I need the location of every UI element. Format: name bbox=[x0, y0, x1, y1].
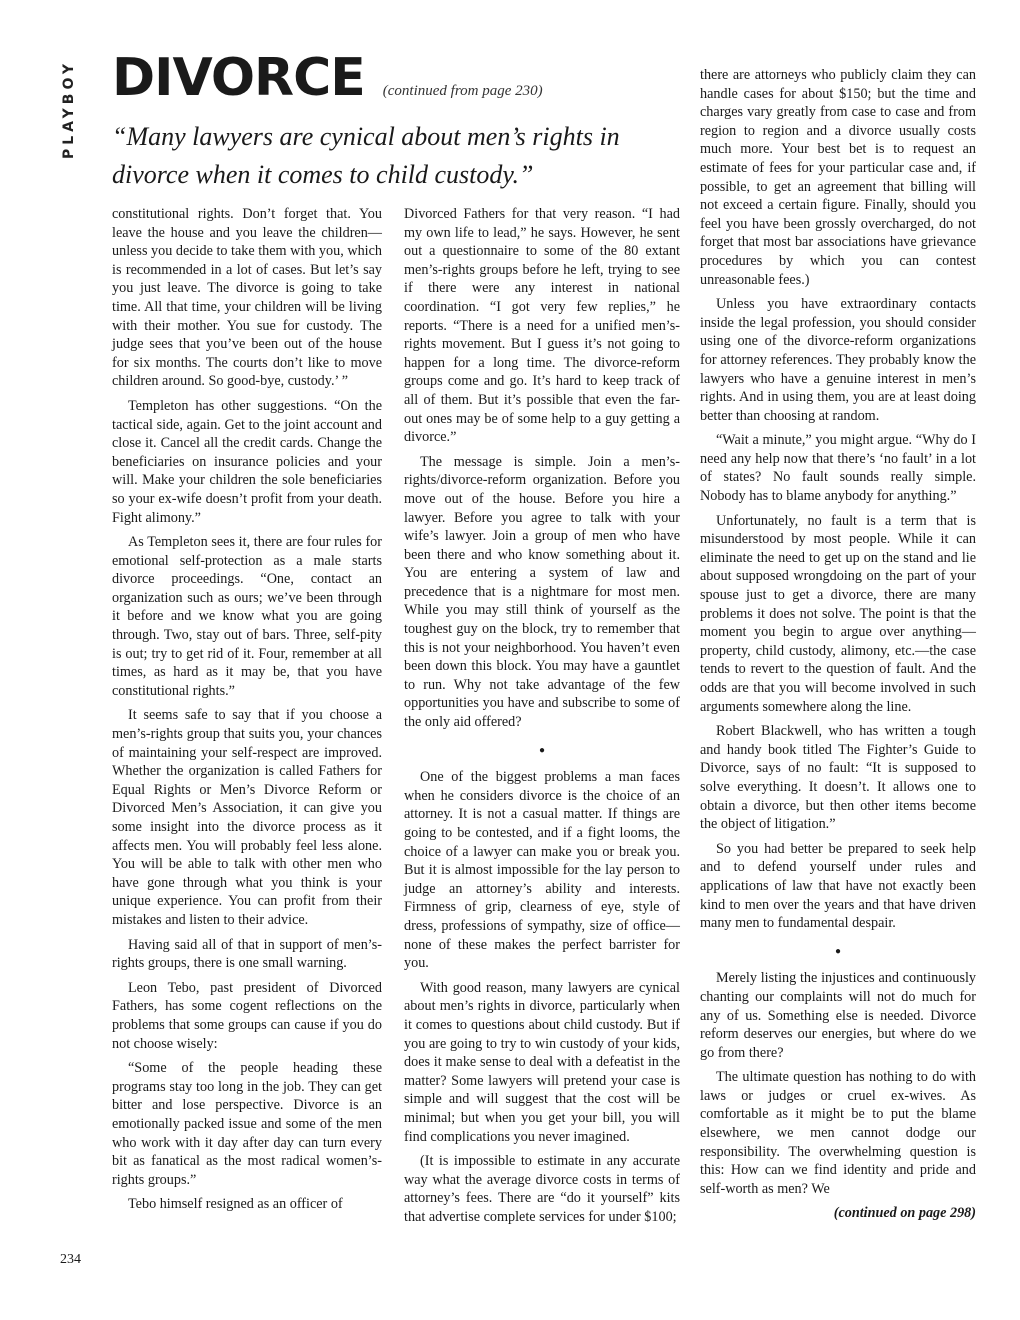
section-break-dot: ● bbox=[538, 744, 546, 756]
pull-quote: “Many lawyers are cynical about men’s rights in divorce when it comes to child custody.” bbox=[112, 122, 620, 189]
paragraph: constitutional rights. Don’t forget that. You leave the house and you leave the children—unless you decide to take them with you, which is recommended in a lot of cases. But let’s say you just leave. The divorce is going to take time. All that time, your children will be living with their mother. You sue for custody. The judge sees that you’ve been out of the house for six months. The courts don’t like to move children around. So good-bye, custody.’ ” bbox=[112, 206, 382, 390]
paragraph: So you had better be prepared to seek help and to defend yourself under rules and applications of law that have not exactly been kind to men over the years and that have driven many men to fundamental despair. bbox=[700, 840, 976, 932]
article-title: DIVORCE bbox=[112, 48, 365, 108]
continued-on-note: (continued on page 298) bbox=[833, 1205, 976, 1222]
paragraph: Tebo himself resigned as an officer of bbox=[128, 1196, 343, 1213]
paragraph: Robert Blackwell, who has written a tough and handy book titled The Fighter’s Guide to Divorce, says of no fault: “It is supposed to solve everything. It doesn’t. It allows one to obtain a divorce, but then other items become the object of litigation.” bbox=[700, 723, 976, 833]
paragraph: “Wait a minute,” you might argue. “Why do I need any help now that there’s ‘no fault’ in a lot of states? No fault sounds really simple. Nobody has to blame anybody for anything.” bbox=[700, 432, 976, 505]
paragraph: It seems safe to say that if you choose a men’s-rights group that suits you, your chances of maintaining your self-respect are improved. Whether the organization is called Fathers for Equal Rights or Men’s Divorce Reform or Divorced Men’s Association, it can give you some insight into the divorce process as it affects men. You will probably feel less alone. You will be able to talk with other men who have gone through what you think is your unique experience. You can profit from their mistakes and listen to their advice. bbox=[112, 707, 382, 928]
paragraph: “Some of the people heading these programs stay too long in the job. They can get bitter and lose perspective. Divorce is an emotionally packed issue and some of the men who work with it day after day can turn every bit as fanatical as the most radical women’s-rights groups.” bbox=[112, 1060, 382, 1188]
paragraph: The message is simple. Join a men’s-rights/divorce-reform organization. Before you move out of the house. Before you hire a lawyer. Before you agree to talk with your wife’s lawyer. Join a group of men who have been there and who know something about it. You are entering a system of law and precedence that is a nightmare for most men. While you may still think of yourself as the toughest guy on the block, try to remember that this is not your neighborhood. You haven’t even been down this block. You may have a gauntlet to run. Why not take advantage of the few opportunities you have and subscribe to some of the only aid offered? bbox=[404, 453, 680, 731]
paragraph: there are attorneys who publicly claim they can handle cases for about $150; but the time and charges vary greatly from case to case and from region to region and a divorce usually costs much more. Your best bet is to request an estimate of fees for your particular case and, if possible, to get an agreement that billing will not exceed a certain figure. Finally, should you feel you have been grossly overcharged, do not forget that most bar associations have grievance procedures by which you can contest unreasonable fees.) bbox=[700, 67, 976, 288]
text-column-2 bbox=[404, 205, 680, 1232]
text-column-1 bbox=[112, 205, 382, 1220]
section-break-dot: ● bbox=[834, 945, 842, 957]
paragraph: Leon Tebo, past president of Divorced Fathers, has some cogent reflections on the problems that some groups can cause if you do not choose wisely: bbox=[112, 979, 382, 1052]
title-row bbox=[112, 48, 687, 108]
paragraph: The ultimate question has nothing to do with laws or judges or cruel ex-wives. As comfortable as it might be to put the blame elsewhere, we men cannot dodge our responsibility. The overwhelming question is this: How can we find identity and pride and self-worth as men? We bbox=[700, 1069, 976, 1197]
page-number: 234 bbox=[60, 1252, 81, 1267]
magazine-sidebar bbox=[58, 60, 80, 159]
paragraph: One of the biggest problems a man faces when he considers divorce is the choice of an attorney. It is not a casual matter. If things are going to be contested, and if a fight looms, the choice of a lawyer can make you or break you. But it is almost impossible for the lay person to judge an attorney’s ability and interests. Firmness of grip, clearness of eye, style of dress, professions of sympathy, size of office—none of these makes the perfect barrister for you. bbox=[404, 769, 680, 972]
paragraph: Unless you have extraordinary contacts inside the legal profession, you should consider using one of the divorce-reform organizations for attorney references. They probably know the lawyers who have a genuine interest in men’s rights. And in using them, you are at least doing better than choosing at random. bbox=[700, 296, 976, 424]
paragraph: Unfortunately, no fault is a term that is misunderstood by most people. While it can eliminate the need to get up on the stand and lie about supposed wrongdoing on the part of your spouse just to get a divorce, there are many problems it does not solve. The point is that the moment you begin to argue over anything—property, child custody, alimony, etc.—the case tends to revert to the question of fault. And the odds are that you will become involved in such arguments somewhere along the line. bbox=[700, 512, 976, 715]
paragraph: Templeton has other suggestions. “On the tactical side, again. Get to the joint account and close it. Cancel all the credit cards. Change the beneficiaries on insurance policies and your will. Make your children the sole beneficiaries so your ex-wife doesn’t profit from your death. Fight alimony.” bbox=[112, 397, 382, 526]
paragraph: (It is impossible to estimate in any accurate way what the average divorce costs in terms of attorney’s fees. There are “do it yourself” kits that advertise complete services for under $100; bbox=[404, 1153, 680, 1225]
paragraph: With good reason, many lawyers are cynical about men’s rights in divorce, particularly when it comes to questions about child custody. But if you are going to try to win custody of your kids, does it make sense to deal with a defeatist in the matter? Some lawyers will pretend your case is simple and will suggest that the cost will be minimal; but when you get your bill, you will find complications you never imagined. bbox=[404, 979, 680, 1145]
article-header bbox=[112, 48, 687, 194]
paragraph: Merely listing the injustices and continuously chanting our complaints will not do much for any of us. Something else is needed. Divorce reform deserves our energies, but where do we go from there? bbox=[700, 970, 976, 1061]
paragraph: As Templeton sees it, there are four rules for emotional self-protection as a male starts divorce proceedings. “One, contact an organization such as ours; we’ve been through it before and we know what you are going through. Two, stay out of bars. Three, self-pity is out; try to get rid of it. Four, remember at all times, as hard as it may be, that you have constitutional rights.” bbox=[112, 534, 382, 699]
text-column-3 bbox=[700, 66, 976, 1229]
paragraph: Having said all of that in support of men’s-rights groups, there is one small warning. bbox=[112, 936, 382, 972]
paragraph: Divorced Fathers for that very reason. “I had my own life to lead,” he says. However, he sent out a questionnaire to some of the 80 extant men’s-rights groups before he left, trying to see if there were any interest in national coordination. “I got very few replies,” he reports. “There is a need for a unified men’s-rights movement. But I guess it’s not going to happen for a long time. The divorce-reform groups come and go. It’s hard to keep track of all of them. But it’s possible that even the far-out ones may be of some help to a guy getting a divorce.” bbox=[404, 206, 680, 446]
magazine-name: PLAYBOY bbox=[61, 60, 77, 160]
continued-from-note: (continued from page 230) bbox=[382, 83, 543, 99]
